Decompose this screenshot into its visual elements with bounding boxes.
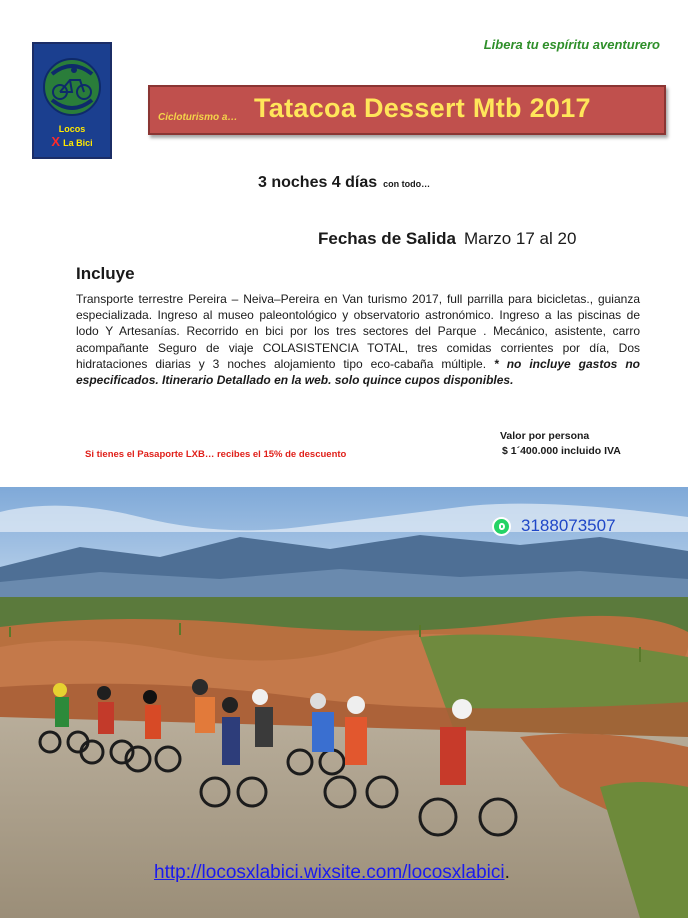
includes-text: Transporte terrestre Pereira – Neiva–Pereira en Van turismo 2017, full parrilla para bicicletas., guianza especializada. Ingreso al museo paleontológico y observatorio astronómico. Ingreso a las piscinas de lodo Y Artesanías. Recorrido en bici por los tres sectores del Parque . Mecánico, asistente, carro acompañante Seguro de viaje COLASISTENCIA TOTAL, tres comidas corrientes por día, Dos hidrataciones diarias y 3 noches alojamiento tipo eco-cabaña múltiple.: [76, 292, 640, 371]
logo-text-x: X: [51, 134, 61, 149]
logo-text-la-bici: La Bici: [63, 138, 93, 148]
duration-note: con todo…: [383, 179, 431, 189]
includes-description: [76, 291, 640, 388]
cyclists-desert-photo: [0, 487, 688, 918]
price-value: $ 1´400.000 incluido IVA: [502, 445, 621, 457]
dates-value: Marzo 17 al 20: [463, 229, 577, 248]
passport-discount-note: Si tienes el Pasaporte LXB… recibes el 15% de descuento: [85, 449, 347, 460]
whatsapp-contact[interactable]: [492, 516, 616, 536]
cyclist-emblem-icon: [40, 52, 104, 122]
whatsapp-icon: [492, 517, 511, 536]
whatsapp-number: 3188073507: [521, 516, 616, 535]
website-link[interactable]: http://locosxlabici.wixsite.com/locosxlabici: [154, 862, 505, 883]
includes-note: * no incluye gastos no especificados. Itinerario Detallado en la web. solo quince cupos disponibles.: [76, 356, 640, 388]
title-banner: [148, 85, 666, 135]
duration-main: 3 noches 4 días: [258, 174, 378, 191]
departure-dates: [318, 229, 576, 249]
landscape-illustration: [0, 487, 688, 918]
price-label: Valor por persona: [500, 430, 590, 442]
includes-heading: Incluye: [76, 264, 135, 283]
banner-prefix: Cicloturismo a…: [158, 112, 238, 123]
duration-line: [258, 174, 430, 192]
website-trailing-dot: .: [504, 862, 510, 883]
locos-x-la-bici-logo: [32, 42, 112, 159]
page-title: Tatacoa Dessert Mtb 2017: [254, 93, 591, 123]
logo-text-x-la-bici: [34, 134, 110, 149]
dates-label: Fechas de Salida: [318, 229, 456, 248]
logo-text-locos: Locos: [58, 124, 86, 134]
tagline: Libera tu espíritu aventurero: [483, 37, 660, 52]
website-line: [154, 862, 510, 884]
